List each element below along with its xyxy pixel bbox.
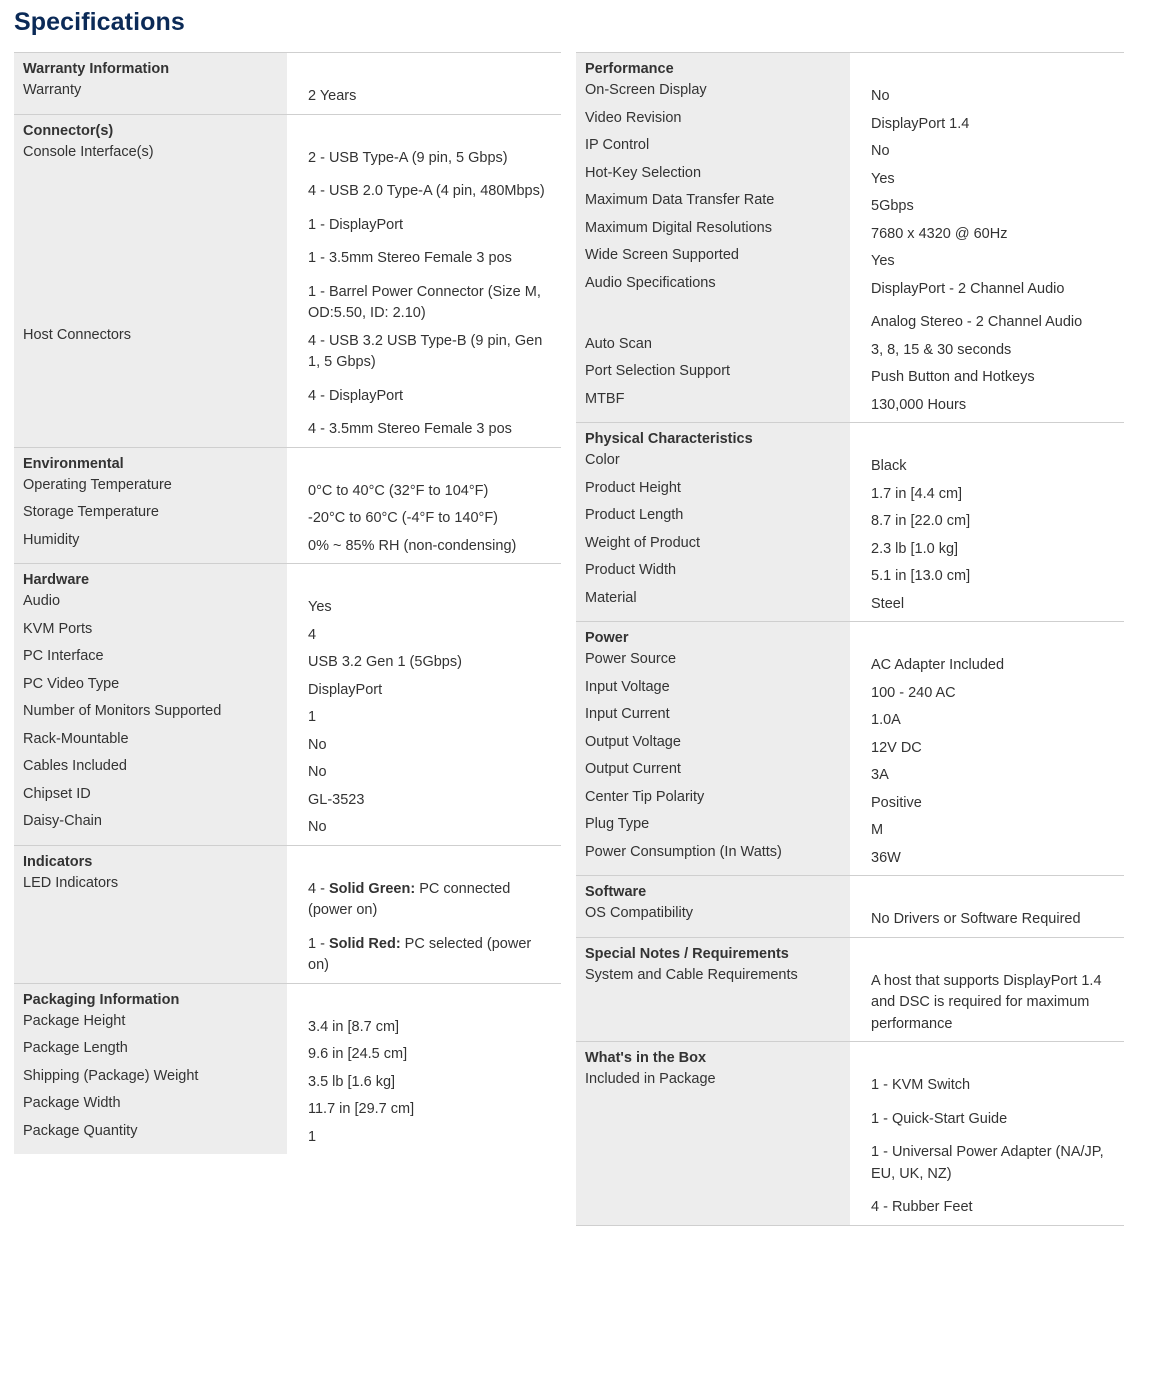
spec-label-column <box>14 115 287 447</box>
spec-value <box>871 588 1118 616</box>
spec-value <box>308 1093 555 1121</box>
spec-value <box>308 784 555 812</box>
spec-value <box>308 756 555 784</box>
spec-value-line: 2.3 lb [1.0 kg] <box>871 540 959 557</box>
spec-value-spacer <box>871 943 1118 965</box>
spec-value-column <box>287 846 561 983</box>
spec-section-title: Connector(s) <box>23 122 114 139</box>
spec-value <box>308 811 555 839</box>
spec-value-column <box>850 53 1124 422</box>
spec-value-line: USB 3.2 Gen 1 (5Gbps) <box>308 654 462 670</box>
spec-value <box>308 1066 555 1094</box>
spec-label: Operating Temperature <box>23 476 172 493</box>
spec-value-line: 4 - USB 3.2 USB Type-B (9 pin, Gen 1, 5 Gbps) <box>308 332 543 370</box>
spec-value-spacer <box>308 569 555 591</box>
spec-value-line: 36W <box>871 849 901 866</box>
spec-value-line: Yes <box>308 599 332 615</box>
spec-label: Color <box>585 452 620 468</box>
spec-label: Host Connectors <box>23 326 131 343</box>
spec-label: Rack-Mountable <box>23 730 129 747</box>
spec-value-line: 1 <box>308 709 317 725</box>
spec-value <box>871 903 1118 931</box>
spec-value-line: 0°C to 40°C (32°F to 104°F) <box>308 482 489 499</box>
spec-value <box>871 814 1118 842</box>
spec-label: Maximum Digital Resolutions <box>585 219 772 236</box>
spec-value <box>871 842 1118 870</box>
spec-value-spacer <box>871 627 1118 649</box>
spec-value <box>871 787 1118 815</box>
spec-value <box>308 1011 555 1039</box>
spec-label: Port Selection Support <box>585 363 731 379</box>
spec-value-line: 2 - USB Type-A (9 pin, 5 Gbps) <box>308 149 508 166</box>
spec-value-line: Analog Stereo - 2 Channel Audio <box>871 314 1083 330</box>
spec-value <box>308 530 555 558</box>
spec-value-line: A host that supports DisplayPort 1.4 and DSC is required for maximum performance <box>871 972 1102 1032</box>
spec-label: Product Width <box>585 562 677 578</box>
spec-label: Package Length <box>23 1040 128 1056</box>
spec-label: Power Consumption (In Watts) <box>585 843 782 860</box>
spec-label: Shipping (Package) Weight <box>23 1067 199 1084</box>
spec-section-title: Indicators <box>23 853 93 870</box>
spec-section-performance <box>576 52 1124 422</box>
spec-label: IP Control <box>585 137 650 153</box>
spec-value-column <box>850 938 1124 1042</box>
spec-value-line: 3A <box>871 767 889 783</box>
spec-value-column <box>287 115 561 447</box>
spec-value-line: 4 - USB 2.0 Type-A (4 pin, 480Mbps) <box>308 183 545 199</box>
spec-value-line: 5Gbps <box>871 198 914 214</box>
spec-value <box>871 80 1118 108</box>
spec-section-environmental <box>14 447 561 564</box>
spec-value-line: 7680 x 4320 @ 60Hz <box>871 225 1008 242</box>
spec-value-line: Black <box>871 458 907 474</box>
spec-label-column <box>14 846 287 983</box>
page-title: Specifications <box>14 8 185 36</box>
spec-value-line: No <box>308 764 327 780</box>
spec-value-line: DisplayPort 1.4 <box>871 115 970 132</box>
spec-value <box>871 135 1118 163</box>
spec-label: Video Revision <box>585 109 682 126</box>
spec-label: LED Indicators <box>23 874 119 891</box>
spec-value <box>871 450 1118 478</box>
spec-value-line: Steel <box>871 595 905 612</box>
spec-label: Input Voltage <box>585 678 670 695</box>
spec-label: Package Width <box>23 1095 121 1111</box>
spec-value-line <box>308 879 555 934</box>
spec-value <box>308 502 555 530</box>
spec-value-line: 4 - DisplayPort <box>308 387 404 404</box>
spec-value <box>871 389 1118 417</box>
spec-value <box>871 965 1118 1036</box>
spec-value <box>871 218 1118 246</box>
spec-value-spacer <box>308 851 555 873</box>
spec-section-hardware <box>14 563 561 845</box>
spec-label: PC Video Type <box>23 675 120 692</box>
spec-value-line: Yes <box>871 170 895 187</box>
spec-value <box>308 674 555 702</box>
spec-label: Package Height <box>23 1012 126 1029</box>
spec-value-line: 1 - 3.5mm Stereo Female 3 pos <box>308 250 512 266</box>
spec-value <box>871 108 1118 136</box>
spec-label-column <box>576 423 850 621</box>
spec-value <box>871 759 1118 787</box>
spec-label-column <box>14 564 287 845</box>
spec-value <box>308 80 555 108</box>
spec-value <box>871 478 1118 506</box>
spec-value-line: 3.4 in [8.7 cm] <box>308 1018 400 1035</box>
spec-value <box>871 505 1118 533</box>
spec-value-line: DisplayPort <box>308 681 383 698</box>
spec-value <box>871 677 1118 705</box>
spec-section-what-s-in-the-box <box>576 1041 1124 1226</box>
spec-section-title: Software <box>585 884 647 900</box>
spec-label: Cables Included <box>23 758 127 774</box>
spec-value-line: No <box>308 736 327 753</box>
spec-section-special-notes-requirements <box>576 937 1124 1042</box>
spec-label: Input Current <box>585 706 670 722</box>
spec-value-line: 1 - KVM Switch <box>871 1077 971 1093</box>
spec-section-title: Special Notes / Requirements <box>585 945 789 962</box>
spec-section-software <box>576 875 1124 937</box>
spec-value-line: 0% ~ 85% RH (non-condensing) <box>308 537 517 554</box>
spec-label: Audio <box>23 593 61 609</box>
spec-value-column <box>850 1042 1124 1225</box>
spec-value <box>308 873 555 977</box>
spec-label: Wide Screen Supported <box>585 247 739 263</box>
spec-value <box>871 163 1118 191</box>
spec-value-line: M <box>871 822 884 838</box>
spec-label: PC Interface <box>23 648 104 664</box>
spec-label: Hot-Key Selection <box>585 164 702 181</box>
spec-label: Number of Monitors Supported <box>23 703 222 719</box>
spec-label: On-Screen Display <box>585 82 707 98</box>
spec-value-line: Yes <box>871 253 895 269</box>
spec-value-column <box>287 53 561 114</box>
spec-label: Humidity <box>23 531 80 548</box>
spec-value-line: No Drivers or Software Required <box>871 911 1081 927</box>
spec-value-line: 12V DC <box>871 739 922 756</box>
spec-label: Material <box>585 589 637 606</box>
spec-section-indicators <box>14 845 561 983</box>
spec-label: Power Source <box>585 651 677 667</box>
spec-label: OS Compatibility <box>585 905 693 921</box>
spec-value-line: 9.6 in [24.5 cm] <box>308 1046 408 1062</box>
spec-value-line: -20°C to 60°C (-4°F to 140°F) <box>308 510 499 526</box>
spec-label: KVM Ports <box>23 620 93 637</box>
value-prefix: 4 - <box>308 880 329 897</box>
spec-value <box>308 325 555 441</box>
spec-column-right <box>576 52 1124 1226</box>
spec-label: Daisy-Chain <box>23 813 102 829</box>
spec-value-line: 3.5 lb [1.6 kg] <box>308 1073 396 1090</box>
spec-label: Product Height <box>585 479 681 496</box>
spec-value-line: 4 - Rubber Feet <box>871 1199 973 1215</box>
spec-value-spacer <box>871 1047 1118 1069</box>
spec-section-connector-s <box>14 114 561 447</box>
value-rest: PC connected (power on) <box>308 880 511 918</box>
spec-value-line: 100 - 240 AC <box>871 684 956 701</box>
spec-label-column <box>576 1042 850 1225</box>
spec-section-title: Environmental <box>23 455 124 472</box>
spec-value-line: 11.7 in [29.7 cm] <box>308 1101 415 1117</box>
spec-label-column <box>576 938 850 1042</box>
spec-label: Plug Type <box>585 816 650 832</box>
spec-value-column <box>850 622 1124 875</box>
spec-value-spacer <box>871 428 1118 450</box>
spec-value-line: Push Button and Hotkeys <box>871 369 1035 385</box>
spec-label: Weight of Product <box>585 534 700 551</box>
spec-value-line: 130,000 Hours <box>871 396 967 413</box>
spec-value-line: 8.7 in [22.0 cm] <box>871 513 971 529</box>
spec-value-spacer <box>308 58 555 80</box>
spec-value-line: 2 Years <box>308 88 357 104</box>
spec-value <box>871 1069 1118 1219</box>
spec-value <box>871 533 1118 561</box>
spec-label-column <box>14 448 287 564</box>
value-bold: Solid Red: <box>328 935 401 952</box>
spec-value-line: DisplayPort - 2 Channel Audio <box>871 280 1065 297</box>
spec-value-spacer <box>308 120 555 142</box>
spec-value <box>871 560 1118 588</box>
spec-label: Package Quantity <box>23 1122 138 1139</box>
spec-value <box>308 701 555 729</box>
spec-value <box>308 619 555 647</box>
spec-label: Warranty <box>23 82 82 98</box>
spec-section-title: Warranty Information <box>23 61 170 77</box>
spec-value-column <box>287 984 561 1155</box>
spec-value-column <box>850 423 1124 621</box>
spec-value <box>308 646 555 674</box>
spec-label: Chipset ID <box>23 785 91 802</box>
spec-value <box>871 273 1118 334</box>
spec-label-column <box>14 984 287 1155</box>
spec-label: Output Current <box>585 761 681 777</box>
spec-value <box>308 591 555 619</box>
spec-value-line: 4 <box>308 626 317 643</box>
spec-value-line: Positive <box>871 794 922 811</box>
spec-value-line: 5.1 in [13.0 cm] <box>871 568 971 584</box>
spec-value-line: 1 <box>308 1128 317 1145</box>
spec-value-line: 1 - DisplayPort <box>308 216 404 233</box>
spec-value-line: No <box>871 143 890 159</box>
spec-value-column <box>287 564 561 845</box>
value-rest: PC selected (power on) <box>308 935 532 973</box>
spec-value-column <box>850 876 1124 937</box>
spec-value-line: 1.7 in [4.4 cm] <box>871 485 963 502</box>
spec-label: Output Voltage <box>585 733 681 750</box>
spec-label: Maximum Data Transfer Rate <box>585 192 775 208</box>
spec-section-warranty-information <box>14 52 561 114</box>
spec-section-power <box>576 621 1124 875</box>
spec-value-line: 3, 8, 15 & 30 seconds <box>871 341 1012 358</box>
spec-value-line <box>308 934 555 977</box>
value-bold: Solid Green: <box>328 880 416 897</box>
spec-value <box>871 704 1118 732</box>
spec-section-physical-characteristics <box>576 422 1124 621</box>
spec-value <box>871 732 1118 760</box>
spec-value <box>871 190 1118 218</box>
spec-value <box>871 334 1118 362</box>
spec-value-spacer <box>871 58 1118 80</box>
spec-value <box>871 649 1118 677</box>
spec-section-title: What's in the Box <box>585 1050 707 1066</box>
spec-label: System and Cable Requirements <box>585 966 798 983</box>
spec-label: Product Length <box>585 507 684 523</box>
spec-value-spacer <box>308 453 555 475</box>
spec-value <box>871 361 1118 389</box>
spec-section-title: Performance <box>585 61 674 77</box>
spec-value-line: 1 - Universal Power Adapter (NA/JP, EU, UK, NZ) <box>871 1144 1104 1182</box>
spec-label: Auto Scan <box>585 335 652 352</box>
spec-section-title: Packaging Information <box>23 991 180 1008</box>
spec-label: Console Interface(s) <box>23 143 154 160</box>
spec-value <box>308 1121 555 1149</box>
spec-section-packaging-information <box>14 983 561 1155</box>
spec-value <box>308 1038 555 1066</box>
spec-section-title: Hardware <box>23 572 90 588</box>
spec-value <box>308 729 555 757</box>
spec-label: Audio Specifications <box>585 274 716 291</box>
spec-label: Included in Package <box>585 1071 716 1087</box>
spec-section-title: Physical Characteristics <box>585 431 753 447</box>
spec-label-column <box>576 622 850 875</box>
spec-value <box>308 142 555 325</box>
spec-value-line: GL-3523 <box>308 791 365 808</box>
spec-label-column <box>576 876 850 937</box>
spec-column-left <box>14 52 561 1154</box>
spec-value-line: AC Adapter Included <box>871 657 1005 673</box>
spec-value-spacer <box>308 989 555 1011</box>
spec-value <box>871 245 1118 273</box>
spec-label-column <box>576 53 850 422</box>
spec-value-line: 4 - 3.5mm Stereo Female 3 pos <box>308 421 512 437</box>
spec-value-line: 1 - Barrel Power Connector (Size M, OD:5.50, ID: 2.10) <box>308 283 541 321</box>
spec-section-title: Power <box>585 630 629 646</box>
spec-value <box>308 475 555 503</box>
spec-label: MTBF <box>585 390 625 407</box>
spec-value-line: No <box>871 88 890 104</box>
spec-value-spacer <box>871 881 1118 903</box>
spec-value-line: 1 - Quick-Start Guide <box>871 1110 1008 1127</box>
spec-label-column <box>14 53 287 114</box>
spec-label: Center Tip Polarity <box>585 788 705 805</box>
spec-label: Storage Temperature <box>23 504 159 520</box>
spec-value-line: 1.0A <box>871 712 901 728</box>
value-prefix: 1 - <box>308 935 329 952</box>
spec-value-line: No <box>308 819 327 835</box>
spec-value-column <box>287 448 561 564</box>
